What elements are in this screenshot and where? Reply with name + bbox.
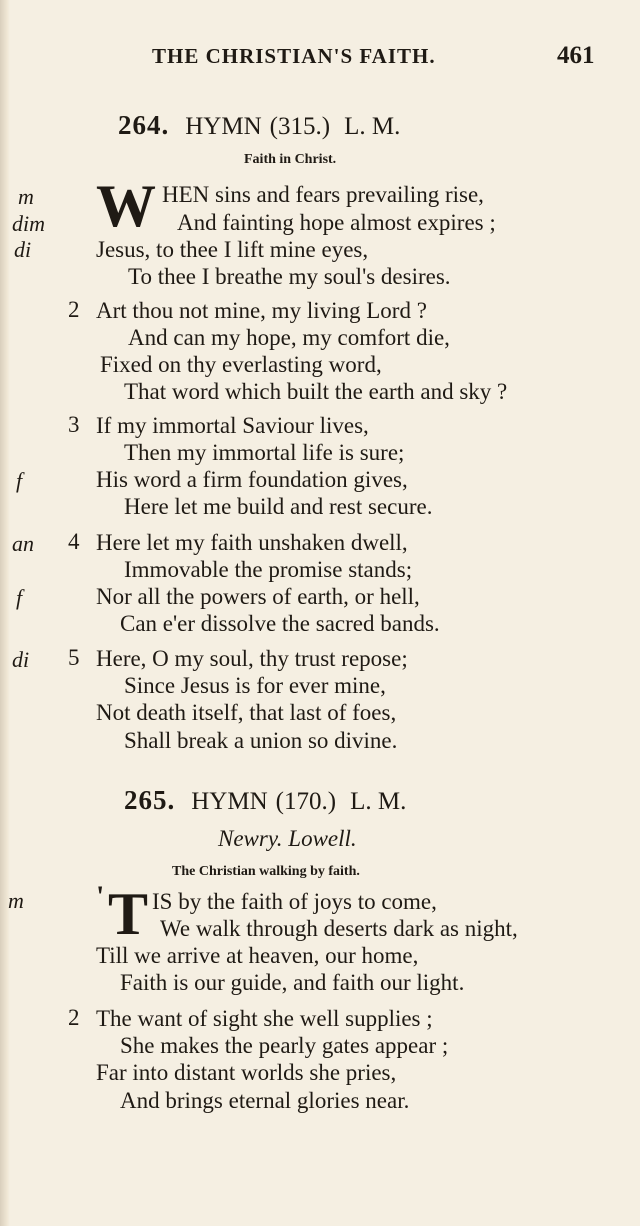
hymn-265-heading bbox=[124, 785, 406, 817]
verse-line: Here, O my soul, thy trust repose; bbox=[96, 646, 408, 671]
verse-line: Not death itself, that last of foes, bbox=[96, 700, 397, 725]
verse-line: Jesus, to thee I lift mine eyes, bbox=[96, 237, 369, 262]
stanza-number: 2 bbox=[68, 297, 80, 322]
verse-line: Can e'er dissolve the sacred bands. bbox=[120, 611, 440, 636]
hymn-reference: (315.) bbox=[269, 113, 331, 140]
stanza-number: 4 bbox=[68, 529, 80, 554]
verse-line: HEN sins and fears prevailing rise, bbox=[162, 182, 484, 207]
running-head-title: THE CHRISTIAN'S FAITH. bbox=[152, 44, 436, 68]
verse-line: And brings eternal glories near. bbox=[120, 1088, 410, 1113]
hymn-264-subtitle: Faith in Christ. bbox=[244, 152, 337, 167]
page-number: 461 bbox=[557, 42, 595, 69]
drop-capital: W bbox=[96, 173, 156, 239]
verse-line: If my immortal Saviour lives, bbox=[96, 413, 369, 438]
hymn-265-subtitle: The Christian walking by faith. bbox=[172, 864, 360, 879]
verse-line: Here let me build and rest secure. bbox=[124, 494, 433, 519]
apostrophe-ornament: ' bbox=[96, 880, 105, 913]
verse-line: The want of sight she well supplies ; bbox=[96, 1006, 433, 1031]
verse-line: We walk through deserts dark as night, bbox=[160, 916, 518, 941]
verse-line: His word a firm foundation gives, bbox=[96, 467, 408, 492]
verse-line: She makes the pearly gates appear ; bbox=[120, 1033, 449, 1058]
stanza-number: 2 bbox=[68, 1005, 80, 1030]
running-head bbox=[0, 40, 640, 76]
hymn-264-heading bbox=[118, 110, 400, 142]
verse-line: Then my immortal life is sure; bbox=[124, 440, 405, 465]
dynamic-mark: di bbox=[12, 647, 30, 672]
hymn-reference: (170.) bbox=[275, 788, 337, 815]
verse-line: Since Jesus is for ever mine, bbox=[124, 673, 386, 698]
dynamic-mark: di bbox=[14, 237, 32, 262]
dynamic-mark: f bbox=[16, 468, 23, 493]
verse-line: Immovable the promise stands; bbox=[124, 557, 413, 582]
dynamic-mark: f bbox=[16, 585, 23, 610]
hymn-265-tune: Newry. Lowell. bbox=[218, 826, 357, 851]
dynamic-mark: m bbox=[8, 888, 24, 913]
verse-line: Art thou not mine, my living Lord ? bbox=[96, 298, 427, 323]
stanza-number: 5 bbox=[68, 645, 80, 670]
hymn-meter: L. M. bbox=[350, 788, 407, 815]
page-spine-shadow bbox=[0, 0, 10, 1226]
verse-line: Till we arrive at heaven, our home, bbox=[96, 943, 419, 968]
verse-line: And can my hope, my comfort die, bbox=[128, 325, 450, 350]
verse-line: Far into distant worlds she pries, bbox=[96, 1060, 397, 1085]
verse-line: Fixed on thy everlasting word, bbox=[100, 352, 382, 377]
drop-capital: T bbox=[108, 881, 149, 947]
verse-line: Nor all the powers of earth, or hell, bbox=[96, 584, 420, 609]
verse-line: Shall break a union so divine. bbox=[124, 728, 398, 753]
hymn-meter: L. M. bbox=[344, 113, 401, 140]
dynamic-mark: dim bbox=[12, 211, 45, 236]
verse-line: That word which built the earth and sky ? bbox=[124, 379, 508, 404]
verse-line: Here let my faith unshaken dwell, bbox=[96, 530, 408, 555]
hymn-label: HYMN bbox=[185, 113, 262, 140]
hymn-number: 265. bbox=[124, 785, 176, 815]
dynamic-mark: an bbox=[12, 531, 34, 556]
verse-line: To thee I breathe my soul's desires. bbox=[128, 264, 451, 289]
verse-line: And fainting hope almost expires ; bbox=[177, 210, 496, 235]
hymn-label: HYMN bbox=[191, 788, 268, 815]
verse-line: Faith is our guide, and faith our light. bbox=[120, 970, 465, 995]
dynamic-mark: m bbox=[18, 184, 34, 209]
stanza-number: 3 bbox=[68, 412, 80, 437]
verse-line: IS by the faith of joys to come, bbox=[152, 889, 437, 914]
hymn-number: 264. bbox=[118, 110, 170, 140]
